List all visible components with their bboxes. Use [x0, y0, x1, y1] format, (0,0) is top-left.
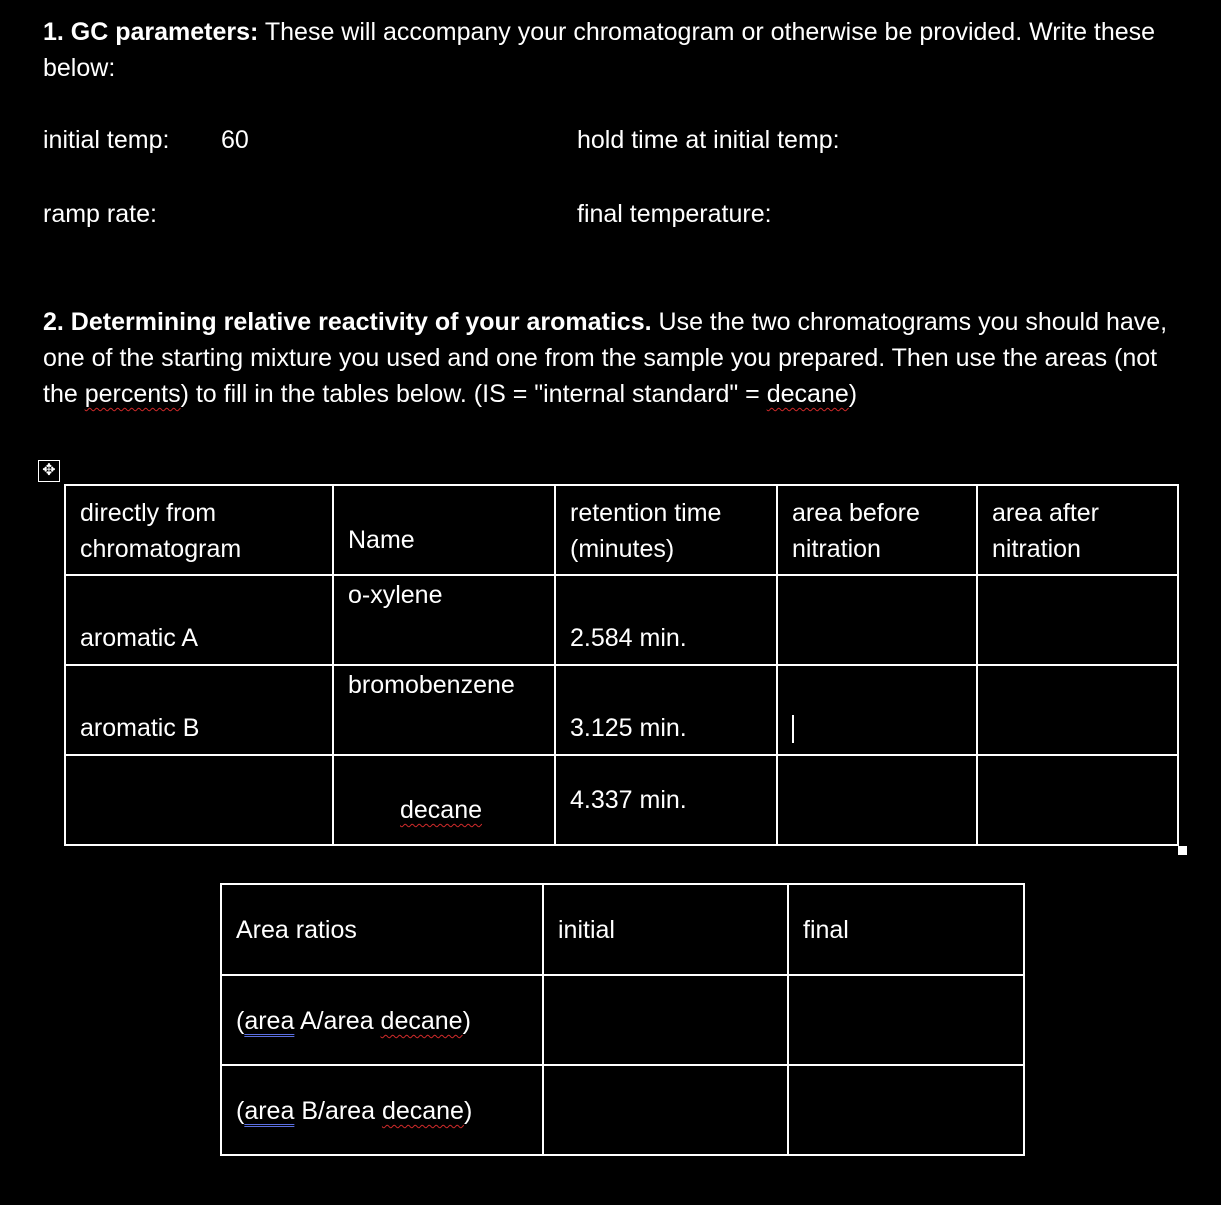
area-word: area: [244, 1007, 295, 1035]
close-paren: ): [462, 1007, 471, 1035]
header-name: Name: [333, 485, 555, 575]
table-row: [65, 665, 1178, 755]
final-temp-label: final temperature:: [577, 200, 772, 228]
header-area-before: area before nitration: [777, 485, 977, 575]
header-initial: initial: [543, 884, 788, 975]
section2-paragraph: [43, 304, 1193, 412]
row-area-before-cell[interactable]: [777, 665, 977, 755]
section1-paragraph: [43, 14, 1193, 86]
row-label: aromatic A: [65, 575, 333, 665]
initial-temp-value[interactable]: 60: [221, 126, 249, 154]
area-ratio-table: [220, 883, 1025, 1156]
section1-heading: 1. GC parameters:: [43, 18, 259, 46]
row-area-after-cell[interactable]: [977, 755, 1178, 845]
row-name: o-xylene: [333, 575, 555, 665]
ratio-text: B/area: [294, 1097, 382, 1125]
row-area-before-cell[interactable]: [777, 755, 977, 845]
row-retention: 3.125 min.: [555, 665, 777, 755]
ratio-b-initial-cell[interactable]: [543, 1065, 788, 1155]
row-name-cell: [333, 755, 555, 845]
table-row: [221, 1065, 1024, 1155]
table-header-row: [221, 884, 1024, 975]
text-cursor: [792, 715, 794, 743]
row-retention: 2.584 min.: [555, 575, 777, 665]
table-row: [221, 975, 1024, 1065]
decane-word: decane: [380, 1007, 463, 1035]
section2-text-3: ): [848, 380, 858, 408]
initial-temp-label: initial temp:: [43, 126, 170, 154]
row-retention: 4.337 min.: [555, 755, 777, 845]
ratio-a-initial-cell[interactable]: [543, 975, 788, 1065]
retention-table: [64, 484, 1179, 846]
initial-temp-field: [43, 122, 169, 158]
close-paren: ): [463, 1097, 473, 1125]
table-header-row: [65, 485, 1178, 575]
open-paren: (: [236, 1007, 245, 1035]
header-area-ratios: Area ratios: [221, 884, 543, 975]
row-area-before-cell[interactable]: [777, 575, 977, 665]
section2-heading: 2. Determining relative reactivity of your aromatics.: [43, 308, 652, 336]
header-area-after: area after nitration: [977, 485, 1178, 575]
row-name: bromobenzene: [333, 665, 555, 755]
decane-word: decane: [381, 1097, 464, 1125]
four-arrows-icon[interactable]: ✥: [38, 460, 60, 482]
open-paren: (: [236, 1097, 245, 1125]
ratio-a-final-cell[interactable]: [788, 975, 1024, 1065]
section2-text-1: Use the two chromatograms you should have, one of the starting mixture you used and one from the sample you prepared. Then use the areas (not the: [43, 308, 1168, 408]
row-name: decane: [400, 796, 483, 824]
percents-word: percents: [84, 380, 181, 408]
section2-text-2: ) to fill in the tables below. (IS = "internal standard" =: [180, 380, 767, 408]
area-word: area: [244, 1097, 295, 1125]
ratio-text: A/area: [294, 1007, 381, 1035]
header-directly-from-chromatogram: directly from chromatogram: [65, 485, 333, 575]
hold-time-label: hold time at initial temp:: [577, 126, 840, 154]
row-area-after-cell[interactable]: [977, 575, 1178, 665]
ratio-b-final-cell[interactable]: [788, 1065, 1024, 1155]
ratio-a-label: [221, 975, 543, 1065]
ratio-b-label: [221, 1065, 543, 1155]
row-label: [65, 755, 333, 845]
ramp-rate-label: ramp rate:: [43, 200, 157, 228]
row-area-after-cell[interactable]: [977, 665, 1178, 755]
table-resize-handle[interactable]: [1178, 846, 1187, 855]
table-row: [65, 755, 1178, 845]
section1-text: These will accompany your chromatogram or otherwise be provided. Write these below:: [43, 18, 1156, 82]
row-label: aromatic B: [65, 665, 333, 755]
header-retention-time: retention time (minutes): [555, 485, 777, 575]
decane-word: decane: [766, 380, 849, 408]
header-final: final: [788, 884, 1024, 975]
table-row: [65, 575, 1178, 665]
